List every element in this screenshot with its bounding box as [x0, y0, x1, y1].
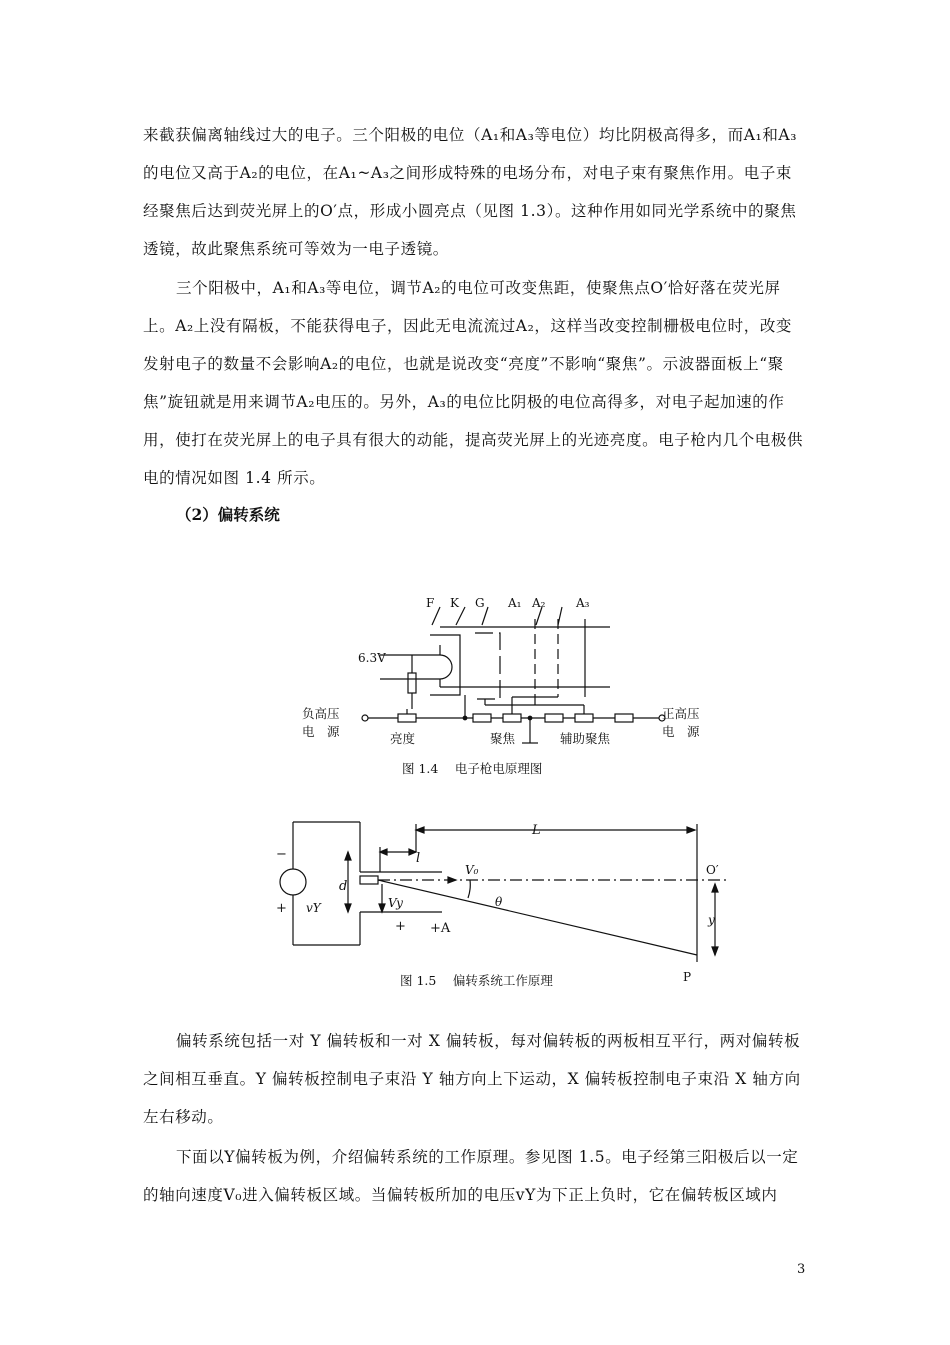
label-y: y: [708, 913, 715, 927]
label-d: d: [339, 879, 348, 894]
label-v0: V₀: [465, 863, 479, 877]
label-a2: A₂: [532, 596, 546, 610]
section-heading: （2）偏转系统: [176, 505, 280, 524]
label-neg-hv-1: 负高压: [302, 706, 340, 721]
label-k: K: [450, 596, 459, 610]
label-g: G: [475, 596, 485, 610]
label-voltage: 6.3V: [358, 651, 386, 665]
label-neg-hv-2: 电 源: [302, 724, 340, 739]
label-pos-hv-2: 电 源: [662, 724, 700, 739]
label-focus: 聚焦: [490, 731, 516, 746]
label-a3: A₃: [576, 596, 590, 610]
paragraph-2: 三个阳极中，A₁和A₃等电位，调节A₂的电位可改变焦距，使聚焦点O′恰好落在荧光屏上。A₂上没有隔板，不能获得电子，因此无电流流过A₂，这样当改变控制栅极电位时，改变发射电子的数量不会影响A₂的电位，也就是说改变“亮度”不影响“聚焦”。示波器面板上“聚焦”旋钮就是用来调节A₂电压的。另外，A₃的电位比阴极的电位高得多，对电子起加速的作用，使打在荧光屏上的电子具有很大的动能，提高荧光屏上的光迹亮度。电子枪内几个电极供电的情况如图 1.4 所示。: [143, 279, 804, 487]
label-l: l: [416, 851, 421, 866]
label-f: F: [426, 596, 435, 610]
paragraph-4: 下面以Y偏转板为例，介绍偏转系统的工作原理。参见图 1.5。电子经第三阳极后以一定的轴向速度V₀进入偏转板区域。当偏转板所加的电压vY为下正上负时，它在偏转板区域内: [143, 1148, 799, 1204]
label-Vy: Vy: [388, 896, 403, 910]
label-aux-focus: 辅助聚焦: [560, 731, 611, 746]
label-theta: θ: [495, 895, 503, 909]
label-plus: +: [276, 901, 287, 916]
label-plus-a: +A: [430, 921, 451, 936]
label-plus-plate: +: [395, 919, 406, 934]
paragraph-1: 来截获偏离轴线过大的电子。三个阳极的电位（A₁和A₃等电位）均比阴极高得多，而A₁和A₃的电位又高于A₂的电位，在A₁~A₃之间形成特殊的电场分布，对电子束有聚焦作用。电子束经聚焦后达到荧光屏上的O′点，形成小圆亮点（见图 1.3）。这种作用如同光学系统中的聚焦透镜，故此聚焦系统可等效为一电子透镜。: [143, 126, 798, 258]
figure-1-5-deflection-system: [270, 812, 750, 997]
page-number: 3: [797, 1262, 806, 1277]
figure-1-4-electron-gun-circuit: [290, 585, 720, 785]
label-o-prime: O′: [706, 863, 719, 877]
label-minus: −: [276, 847, 287, 862]
label-pos-hv-1: 正高压: [662, 706, 700, 721]
label-brightness: 亮度: [390, 731, 416, 746]
label-a1: A₁: [508, 596, 522, 610]
caption-figure-1-4: 图 1.4 电子枪电原理图: [402, 761, 543, 776]
label-L: L: [532, 823, 541, 838]
label-p: P: [683, 970, 692, 984]
label-vY: vY: [306, 901, 321, 915]
paragraph-3: 偏转系统包括一对 Y 偏转板和一对 X 偏转板，每对偏转板的两板相互平行，两对偏转板之间相互垂直。Y 偏转板控制电子束沿 Y 轴方向上下运动，X 偏转板控制电子束沿 X 轴方向左右移动。: [143, 1032, 801, 1126]
caption-figure-1-5: 图 1.5 偏转系统工作原理: [400, 973, 553, 988]
